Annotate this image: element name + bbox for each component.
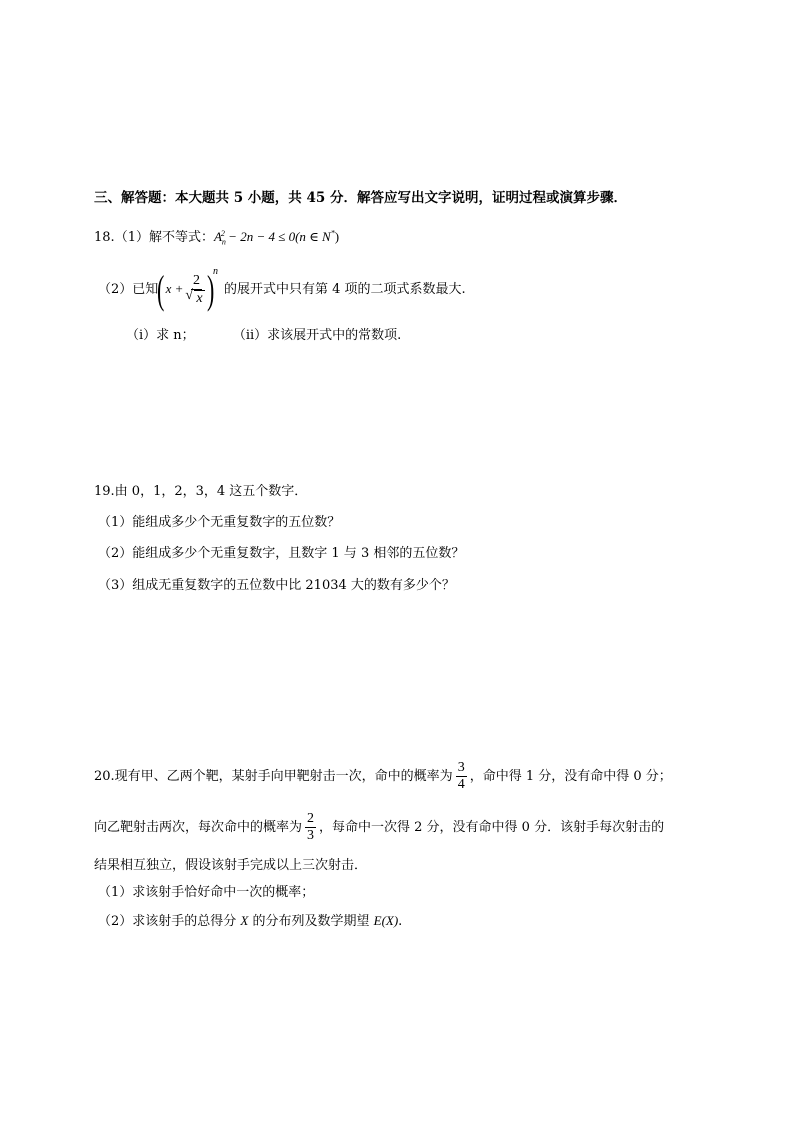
q20-fraction-3-4 (456, 760, 467, 793)
q18-number: 18. (94, 230, 115, 245)
q20-var-x: X (240, 913, 249, 928)
q20-line1 (94, 757, 672, 797)
q20-part2b: 的分布列及数学期望 (248, 914, 374, 929)
q20-part2 (98, 912, 402, 931)
inequality-rest: − 2n − 4 ≤ 0(n ∈ N (224, 229, 331, 244)
q20-line2 (94, 808, 664, 848)
section-heading (94, 189, 627, 207)
q19-part2: （2）能组成多少个无重复数字，且数字 1 与 3 相邻的五位数？ (98, 546, 465, 561)
q18-part2-text: 的展开式中只有第 4 项的二项式系数最大. (223, 282, 466, 297)
q19-part1: （1）能组成多少个无重复数字的五位数？ (98, 515, 341, 530)
frac2-den: 3 (307, 828, 315, 843)
q20-line1b: ，命中得 1 分，没有命中得 0 分； (469, 769, 672, 784)
frac2-num: 2 (307, 811, 315, 826)
q20-line2a: 向乙靶射击两次，每次命中的概率为 (94, 820, 303, 835)
q20-expectation: E(X) (373, 913, 399, 928)
q18-part1-math (213, 228, 340, 247)
perm-sub: n (221, 237, 226, 247)
q18-subparts (126, 327, 401, 345)
exponent-n: n (212, 265, 218, 277)
q18-sub-ii: （ii）求该展开式中的常数项. (232, 328, 402, 343)
frac-den-sqrt: √ x (194, 290, 204, 307)
q19-part3: （3）组成无重复数字的五位数中比 21034 大的数有多少个？ (98, 578, 455, 593)
close-paren: ) (334, 229, 340, 244)
q18-binomial-x: x + (165, 281, 184, 296)
q20-line2b: ，每命中一次得 2 分，没有命中得 0 分．该射手每次射击的 (319, 820, 665, 835)
perm-sup: 2 (220, 228, 225, 238)
frac1-den: 4 (457, 777, 465, 792)
q20-line1a: 20.现有甲、乙两个靶，某射手向甲靶射击一次，命中的概率为 (94, 769, 453, 784)
q18-part1 (94, 228, 339, 247)
q19-stem: 19.由 0，1，2，3，4 这五个数字． (94, 484, 308, 499)
q20-part1: （1）求该射手恰好命中一次的概率； (98, 885, 315, 900)
q20-fraction-2-3 (305, 811, 316, 844)
perm-symbol: A (213, 229, 222, 244)
section-title: 三、解答题：本大题共 5 小题，共 45 分．解答应写出文字说明，证明过程或演算步骤． (94, 190, 627, 206)
q20-part2a: （2）求该射手的总得分 (98, 914, 241, 929)
q18-sub-i: （i）求 n； (126, 328, 195, 343)
q18-fraction (188, 273, 204, 307)
q18-part1-label: （1）解不等式： (114, 230, 214, 245)
left-paren: ( (157, 266, 165, 312)
right-paren: ) (206, 266, 214, 312)
q20-part2c: . (398, 914, 403, 929)
q20-line3: 结果相互独立，假设该射手完成以上三次射击． (94, 858, 368, 873)
q18-part2 (98, 265, 466, 312)
frac1-num: 3 (457, 760, 465, 775)
q18-part2-label: （2）已知 (98, 282, 159, 297)
natural-star: * (330, 228, 335, 238)
frac-num: 2 (193, 272, 201, 288)
